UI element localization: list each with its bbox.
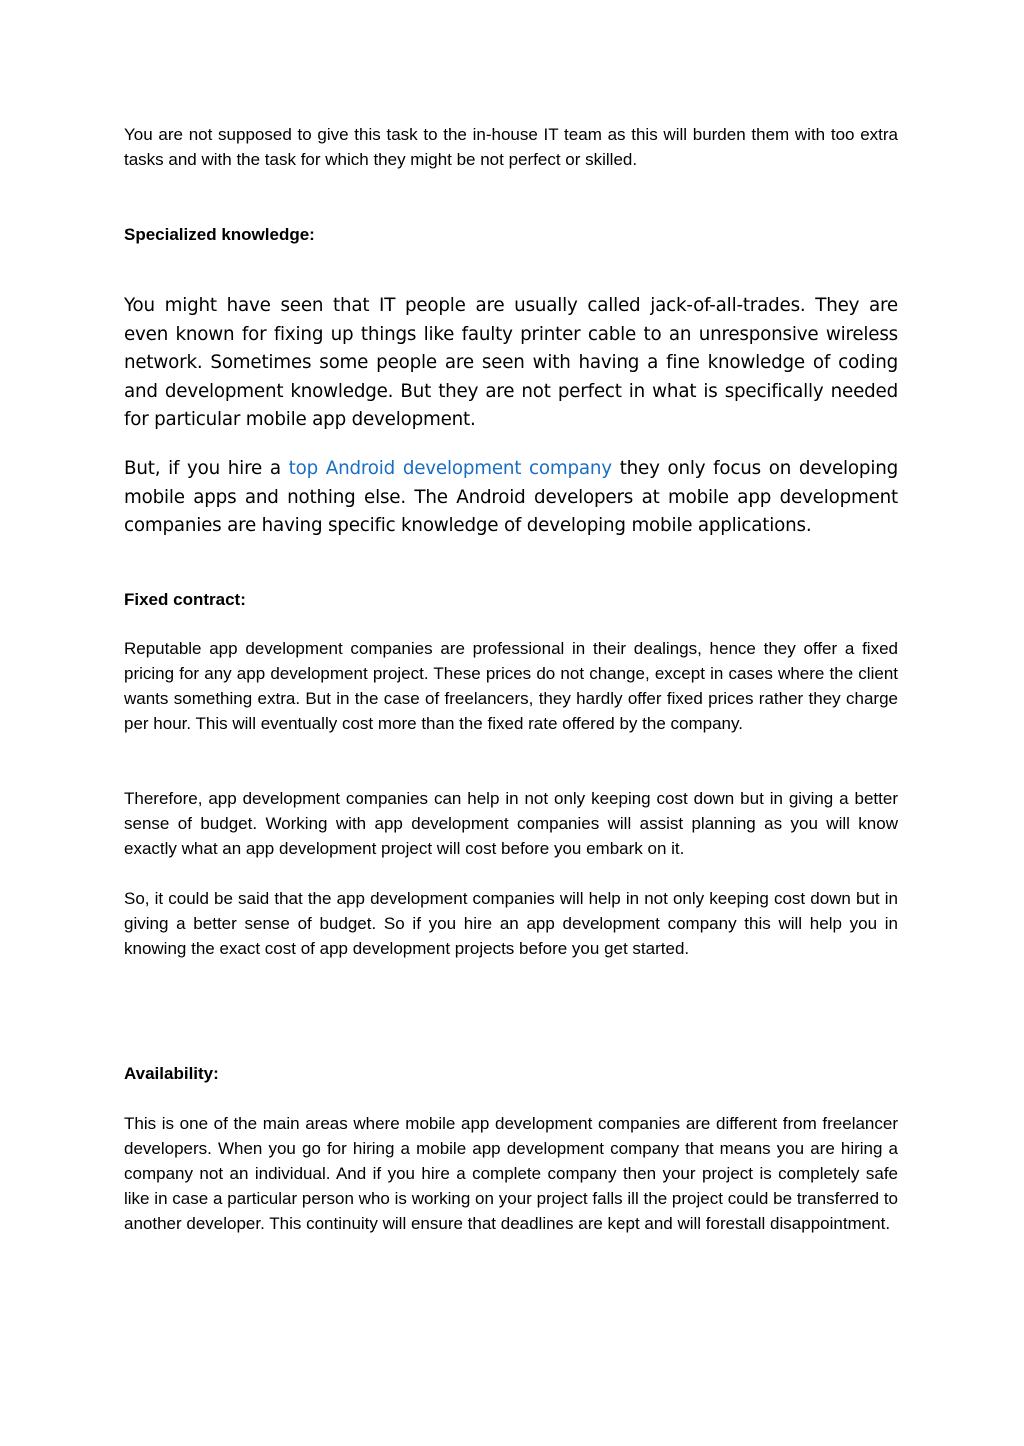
specialized-knowledge-paragraph-2 [124,455,898,541]
availability-heading: Availability: [124,1064,219,1083]
paragraph-text-after-link: they only focus on developing mobile apps and nothing else. The Android developers at mobile app development companies are having specific knowledge of developing mobile applications. [124,458,898,536]
specialized-knowledge-heading: Specialized knowledge: [124,225,315,244]
android-development-company-link[interactable]: top Android development company [288,458,612,479]
fixed-contract-paragraph-1: Reputable app development companies are professional in their dealings, hence they offer a fixed pricing for any app development project. These prices do not change, except in cases where the client wants something extra. But in the case of freelancers, they hardly offer fixed prices rather they charge per hour. This will eventually cost more than the fixed rate offered by the company. [124,639,898,733]
paragraph-text-before-link: But, if you hire a [124,458,289,479]
specialized-knowledge-paragraph-1: You might have seen that IT people are usually called jack-of-all-trades. They are even known for fixing up things like faulty printer cable to an unresponsive wireless network. Sometimes some people are seen with having a fine knowledge of coding and development knowledge. But they are not perfect in what is specifically needed for particular mobile app development. [124,295,898,430]
availability-paragraph: This is one of the main areas where mobile app development companies are different from freelancer developers. When you go for hiring a mobile app development company that means you are hiring a company not an individual. And if you hire a complete company then your project is completely safe like in case a particular person who is working on your project falls ill the project could be transferred to another developer. This continuity will ensure that deadlines are kept and will forestall disappointment. [124,1114,898,1233]
fixed-contract-paragraph-3: So, it could be said that the app development companies will help in not only keeping cost down but in giving a better sense of budget. So if you hire an app development company this will help you in knowing the exact cost of app development projects before you get started. [124,889,898,958]
fixed-contract-paragraph-2: Therefore, app development companies can help in not only keeping cost down but in giving a better sense of budget. Working with app development companies will assist planning as you will know exactly what an app development project will cost before you embark on it. [124,789,898,858]
fixed-contract-heading: Fixed contract: [124,590,246,609]
intro-paragraph: You are not supposed to give this task to the in-house IT team as this will burden them with too extra tasks and with the task for which they might be not perfect or skilled. [124,125,898,169]
